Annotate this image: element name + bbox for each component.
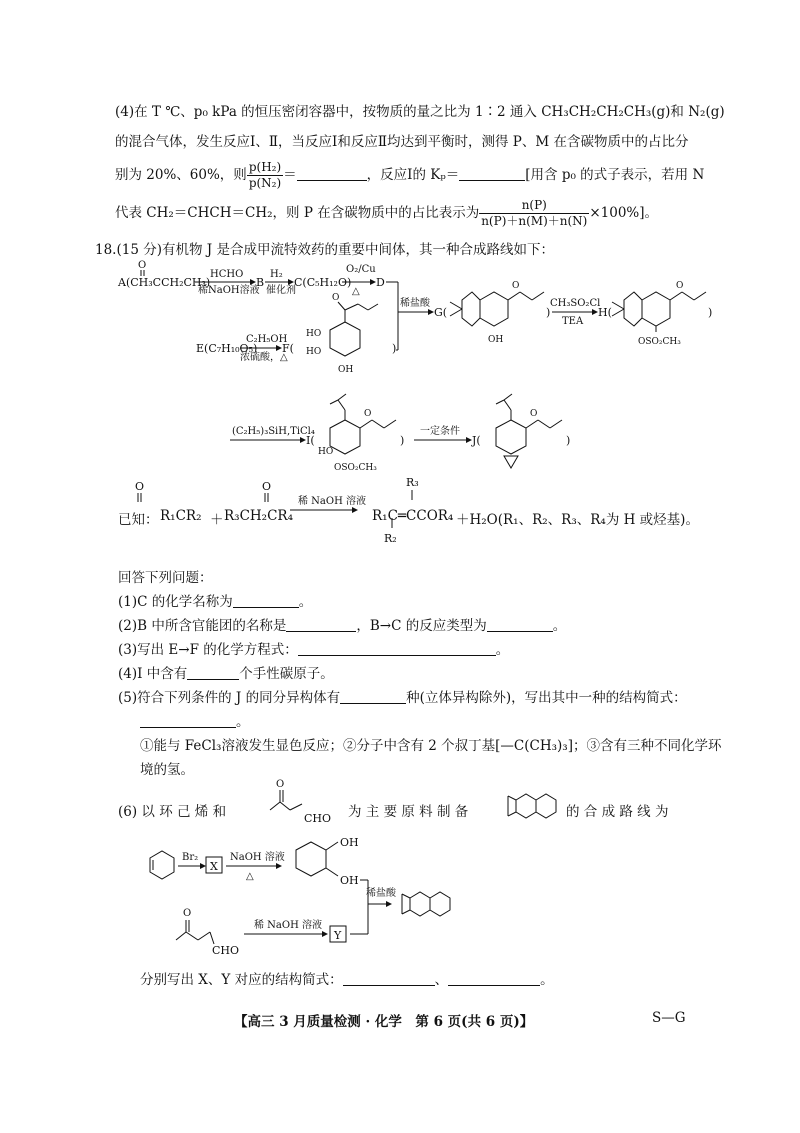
compound-A: A(CH₃CCH₂CH₃) [118, 276, 211, 289]
reagent-conc-H2SO4: 浓硫酸，△ [240, 352, 288, 363]
answer-blank[interactable] [140, 713, 236, 728]
sub-6-part-a: (6) 以 环 己 烯 和 [118, 804, 227, 820]
compound-C: C(C₅H₁₂O) [294, 276, 352, 289]
sub-6-tail: 分别写出 X、Y 对应的结构简式： 、 。 [140, 972, 554, 988]
label-Y: Y [334, 929, 342, 942]
reagent-catalyst: 催化剂 [266, 285, 296, 296]
compound-G: G( [434, 306, 448, 319]
reagent-HCHO: HCHO [210, 269, 244, 280]
F-HO-2: HO [306, 347, 322, 357]
known-reactant-1: R₁CR₂ [160, 508, 202, 524]
reagent-dilute-NaOH: 稀NaOH溶液 [198, 285, 260, 296]
H-carbonyl-O: O [676, 281, 684, 291]
compound-F: F( [282, 342, 294, 355]
final-product [402, 892, 450, 916]
I-close: ) [400, 434, 405, 447]
page-code: S—G [652, 1010, 686, 1026]
G-structure [450, 292, 544, 326]
J-carbonyl-O: O [530, 409, 538, 419]
sub-question-4: (4)I 中含有 个手性碳原子。 [118, 666, 334, 682]
reagent-conditions: 一定条件 [420, 426, 460, 437]
H-close: ) [708, 306, 713, 319]
diol-OH-1: OH [340, 836, 359, 849]
compound-I: I( [306, 434, 315, 447]
sub-question-2: (2)B 中所含官能团的名称是 ，B→C 的反应类型为 。 [118, 618, 567, 634]
compound-D: D [376, 276, 385, 289]
I-HO: HO [318, 447, 334, 457]
reagent-H2: H₂ [270, 269, 283, 280]
answer-blank[interactable] [286, 617, 356, 632]
sub-question-5: (5)符合下列条件的 J 的同分异构体有 种(立体异构除外)，写出其中一种的结构简式： [118, 690, 687, 706]
F-carbonyl-O: O [332, 293, 340, 303]
known-label: 已知： [118, 512, 159, 528]
q4-line-2: 的混合气体，发生反应Ⅰ、Ⅱ，当反应Ⅰ和反应Ⅱ均达到平衡时，测得 P、M 在含碳物质中的占比分 [115, 134, 689, 150]
F-OH: OH [338, 365, 354, 375]
known-O-2: O [262, 480, 272, 493]
label-X: X [210, 860, 218, 873]
reagent-ethanol: C₂H₅OH [246, 334, 288, 345]
I-mesylate: OSO₂CH₃ [334, 463, 377, 473]
sub-6-part-b: 为 主 要 原 料 制 备 [348, 804, 469, 820]
known-R3: R₃ [406, 476, 419, 489]
q18-intro: 18.(15 分)有机物 J 是合成甲流特效药的重要中间体，其一种合成路线如下： [95, 242, 554, 258]
lower-enone-O: O [183, 908, 192, 919]
reagent-MsCl: CH₃SO₂Cl [550, 298, 601, 309]
enone-O: O [276, 779, 285, 790]
answer-lead: 回答下列问题： [118, 570, 213, 586]
sub-5-condition-1: ①能与 FeCl₃溶液发生显色反应；②分子中含有 2 个叔丁基[—C(CH₃)₃]；③含有三种不同化学环 [140, 738, 722, 754]
enone-CHO: CHO [304, 812, 332, 825]
known-condition: 稀 NaOH 溶液 [298, 496, 366, 507]
G-carbonyl-O: O [512, 281, 520, 291]
compound-B: B [256, 276, 265, 289]
sub-question-3: (3)写出 E→F 的化学方程式： 。 [118, 642, 510, 658]
known-R2: R₂ [384, 532, 397, 545]
reagent-dilute-HCl: 稀盐酸 [400, 298, 430, 309]
q4-line-4: 代表 CH₂＝CHCH＝CH₂，则 P 在含碳物质中的占比表示为 $\frac{n(P)}{n(P)+n(M)+n(N)}$ ×100%]。 [115, 198, 659, 228]
reagent-Br2: Br₂ [182, 852, 199, 863]
compound-H: H( [598, 306, 612, 319]
q4-line-3: 别为 20%、60%，则 $\frac{\text{p(H₂)}}{\text{p(N₂)}}$ ＝ ，反应Ⅰ的 Kₚ＝ [用含 p₀ 的式子表示，若用 N [115, 160, 705, 190]
known-plus: ＋ [210, 512, 224, 528]
I-structure [330, 394, 396, 454]
known-tail: ＋H₂O(R₁、R₂、R₃、R₄为 H 或烃基)。 [456, 512, 699, 528]
H-mesylate: OSO₂CH₃ [638, 337, 681, 347]
F-HO-1: HO [306, 329, 322, 339]
known-O-1: O [135, 480, 145, 493]
sub-5-condition-2: 境的氢。 [140, 762, 194, 778]
known-product: R₁C═CCOR₄ [372, 508, 454, 524]
F-structure [330, 302, 378, 356]
A-carbonyl-O: O [138, 260, 147, 271]
compound-J: J( [472, 434, 481, 447]
sub-question-1: (1)C 的化学名称为 。 [118, 594, 313, 610]
F-close: ) [392, 342, 397, 355]
answer-blank[interactable] [187, 665, 239, 680]
J-structure [496, 394, 562, 468]
known-reactant-2: R₃CH₂CR₄ [224, 508, 293, 524]
page-footer: 【高三 3 月质量检测 · 化学 第 6 页(共 6 页)】 [234, 1014, 534, 1030]
reagent-silane: (C₂H₅)₃SiH,TiCl₄ [232, 426, 315, 437]
percentage-fraction: $\frac{n(P)}{n(P)+n(M)+n(N)}$ [481, 198, 588, 228]
I-carbonyl-O: O [364, 409, 372, 419]
reagent-NaOH-aq: NaOH 溶液 [230, 852, 285, 863]
reagent-O2-Cu: O₂/Cu [346, 264, 376, 275]
answer-blank[interactable] [487, 617, 553, 632]
sub-6-part-c: 的 合 成 路 线 为 [566, 804, 669, 820]
J-close: ) [566, 434, 571, 447]
answer-blank[interactable] [298, 641, 496, 656]
pressure-ratio-fraction: $\frac{\text{p(H₂)}}{\text{p(N₂)}}$ [248, 160, 282, 190]
reagent-heat-2: △ [246, 871, 254, 882]
answer-blank[interactable] [340, 689, 406, 704]
G-OH: OH [488, 335, 504, 345]
target-product [508, 794, 556, 818]
answer-blank[interactable] [233, 593, 299, 608]
sub-question-5-answer: 。 [140, 710, 250, 730]
answer-blank-Y[interactable] [448, 971, 540, 986]
reagent-TEA: TEA [562, 316, 584, 327]
reagent-dilute-NaOH-2: 稀 NaOH 溶液 [254, 920, 322, 931]
G-close: ) [546, 306, 551, 319]
lower-enone-CHO: CHO [212, 944, 240, 957]
H-structure [612, 292, 706, 332]
reagent-heat: △ [352, 286, 360, 297]
answer-blank-X[interactable] [343, 971, 435, 986]
q4-line-1: (4)在 T ℃、p₀ kPa 的恒压密闭容器中，按物质的量之比为 1∶2 通入 CH₃CH₂CH₂CH₃(g)和 N₂(g) [115, 104, 725, 120]
diol-OH-2: OH [340, 874, 359, 887]
compound-E: E(C₇H₁₀O₅) [196, 342, 258, 355]
reagent-dilute-HCl-2: 稀盐酸 [366, 888, 396, 899]
